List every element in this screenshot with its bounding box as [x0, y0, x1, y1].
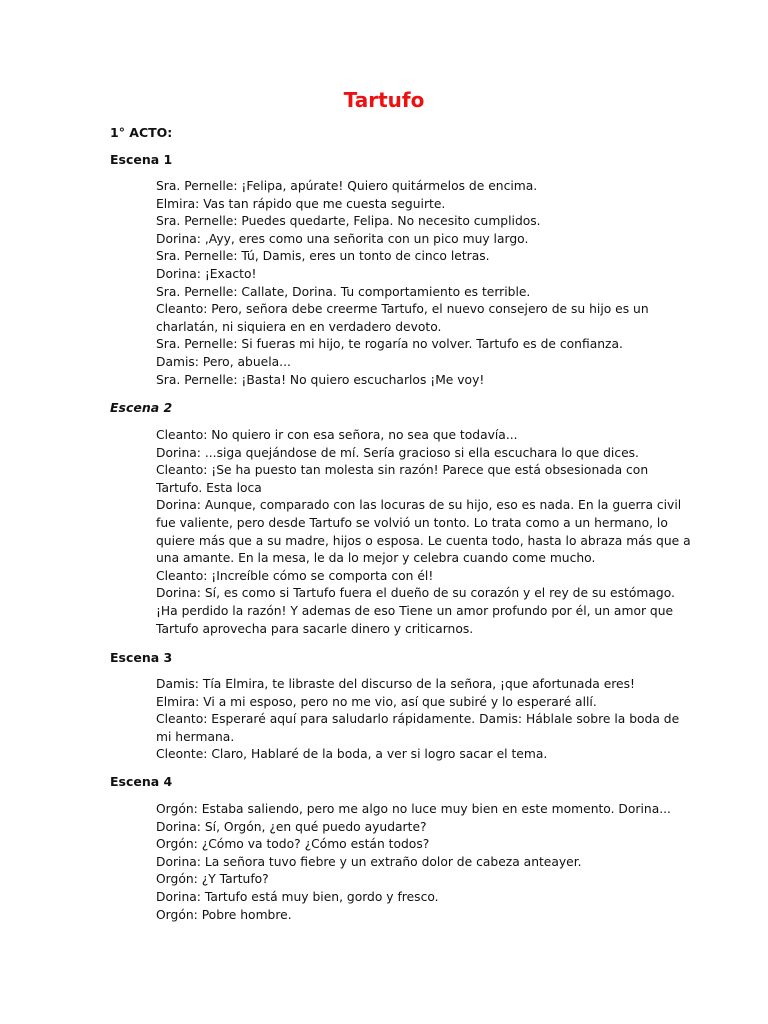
dialogue-line: charlatán, ni siquiera en en verdadero devoto. [156, 319, 442, 334]
dialogue-line: Orgón: ¿Y Tartufo? [156, 872, 269, 887]
scene-4-heading: Escena 4 [110, 774, 173, 789]
dialogue-line: Dorina: ,Ayy, eres como una señorita con un pico muy largo. [156, 231, 529, 246]
dialogue-line: Dorina: ...siga quejándose de mí. Sería gracioso si ella escuchara lo que dices. [156, 445, 639, 460]
dialogue-line: quiere más que a su madre, hijos o esposa. Le cuenta todo, hasta lo abraza más que a [156, 533, 691, 548]
dialogue-line: Dorina: La señora tuvo fiebre y un extraño dolor de cabeza anteayer. [156, 854, 582, 869]
dialogue-line: Sra. Pernelle: Callate, Dorina. Tu comportamiento es terrible. [156, 284, 531, 299]
dialogue-line: Cleanto: Esperaré aquí para saludarlo rápidamente. Damis: Háblale sobre la boda de [156, 712, 680, 727]
scene-1-heading: Escena 1 [110, 152, 173, 167]
dialogue-line: Cleanto: Pero, señora debe creerme Tartufo, el nuevo consejero de su hijo es un [156, 302, 649, 317]
scene-1-dialogue [156, 178, 656, 389]
dialogue-line: Elmira: Vi a mi esposo, pero no me vio, así que subiré y lo esperaré allí. [156, 694, 597, 709]
dialogue-line: Sra. Pernelle: Puedes quedarte, Felipa. No necesito cumplidos. [156, 214, 541, 229]
scene-3-heading: Escena 3 [110, 650, 173, 665]
act-heading: 1° ACTO: [110, 125, 173, 140]
dialogue-line: una amante. En la mesa, le da lo mejor y celebra cuando come mucho. [156, 551, 596, 566]
dialogue-line: Dorina: ¡Exacto! [156, 266, 257, 281]
dialogue-line: Orgón: Pobre hombre. [156, 907, 292, 922]
dialogue-line: Sra. Pernelle: Tú, Damis, eres un tonto de cinco letras. [156, 249, 490, 264]
dialogue-line: Sra. Pernelle: Si fueras mi hijo, te rogaría no volver. Tartufo es de confianza. [156, 337, 623, 352]
dialogue-line: Tartufo aprovecha para sacarle dinero y criticarnos. [156, 621, 474, 636]
dialogue-line: Orgón: Estaba saliendo, pero me algo no luce muy bien en este momento. Dorina... [156, 802, 671, 816]
dialogue-line: Dorina: Sí, es como si Tartufo fuera el dueño de su corazón y el rey de su estómago. [156, 586, 675, 601]
dialogue-line: Cleanto: ¡Se ha puesto tan molesta sin razón! Parece que está obsesionada con [156, 463, 649, 478]
dialogue-line: Cleonte: Claro, Hablaré de la boda, a ver si logro sacar el tema. [156, 747, 548, 762]
dialogue-line: fue valiente, pero desde Tartufo se volvió un tonto. Lo trata como a un hermano, lo [156, 515, 668, 530]
dialogue-line: Cleanto: ¡Increíble cómo se comporta con él! [156, 568, 434, 583]
scene-4-dialogue [156, 801, 671, 924]
dialogue-line: Sra. Pernelle: ¡Basta! No quiero escucharlos ¡Me voy! [156, 372, 485, 387]
dialogue-line: Orgón: ¿Cómo va todo? ¿Cómo están todos? [156, 837, 430, 852]
document-title: Tartufo [343, 88, 425, 112]
dialogue-line: Dorina: Tartufo está muy bien, gordo y fresco. [156, 889, 439, 904]
dialogue-line: ¡Ha perdido la razón! Y ademas de eso Tiene un amor profundo por él, un amor que [156, 603, 674, 618]
dialogue-line: Sra. Pernelle: ¡Felipa, apúrate! Quiero quitármelos de encima. [156, 179, 538, 193]
dialogue-line: Elmira: Vas tan rápido que me cuesta seguirte. [156, 196, 446, 211]
scene-2-dialogue [156, 427, 691, 638]
dialogue-line: Damis: Tía Elmira, te libraste del discurso de la señora, ¡que afortunada eres! [156, 677, 635, 691]
dialogue-line: Damis: Pero, abuela... [156, 354, 291, 369]
dialogue-line: Dorina: Aunque, comparado con las locuras de su hijo, eso es nada. En la guerra civil [156, 498, 682, 513]
scene-2-heading: Escena 2 [110, 400, 173, 415]
dialogue-line: mi hermana. [156, 729, 235, 744]
dialogue-line: Cleanto: No quiero ir con esa señora, no sea que todavía... [156, 428, 518, 442]
dialogue-line: Tartufo. Esta loca [156, 480, 262, 495]
dialogue-line: Dorina: Sí, Orgón, ¿en qué puedo ayudarte? [156, 819, 427, 834]
scene-3-dialogue [156, 676, 680, 764]
